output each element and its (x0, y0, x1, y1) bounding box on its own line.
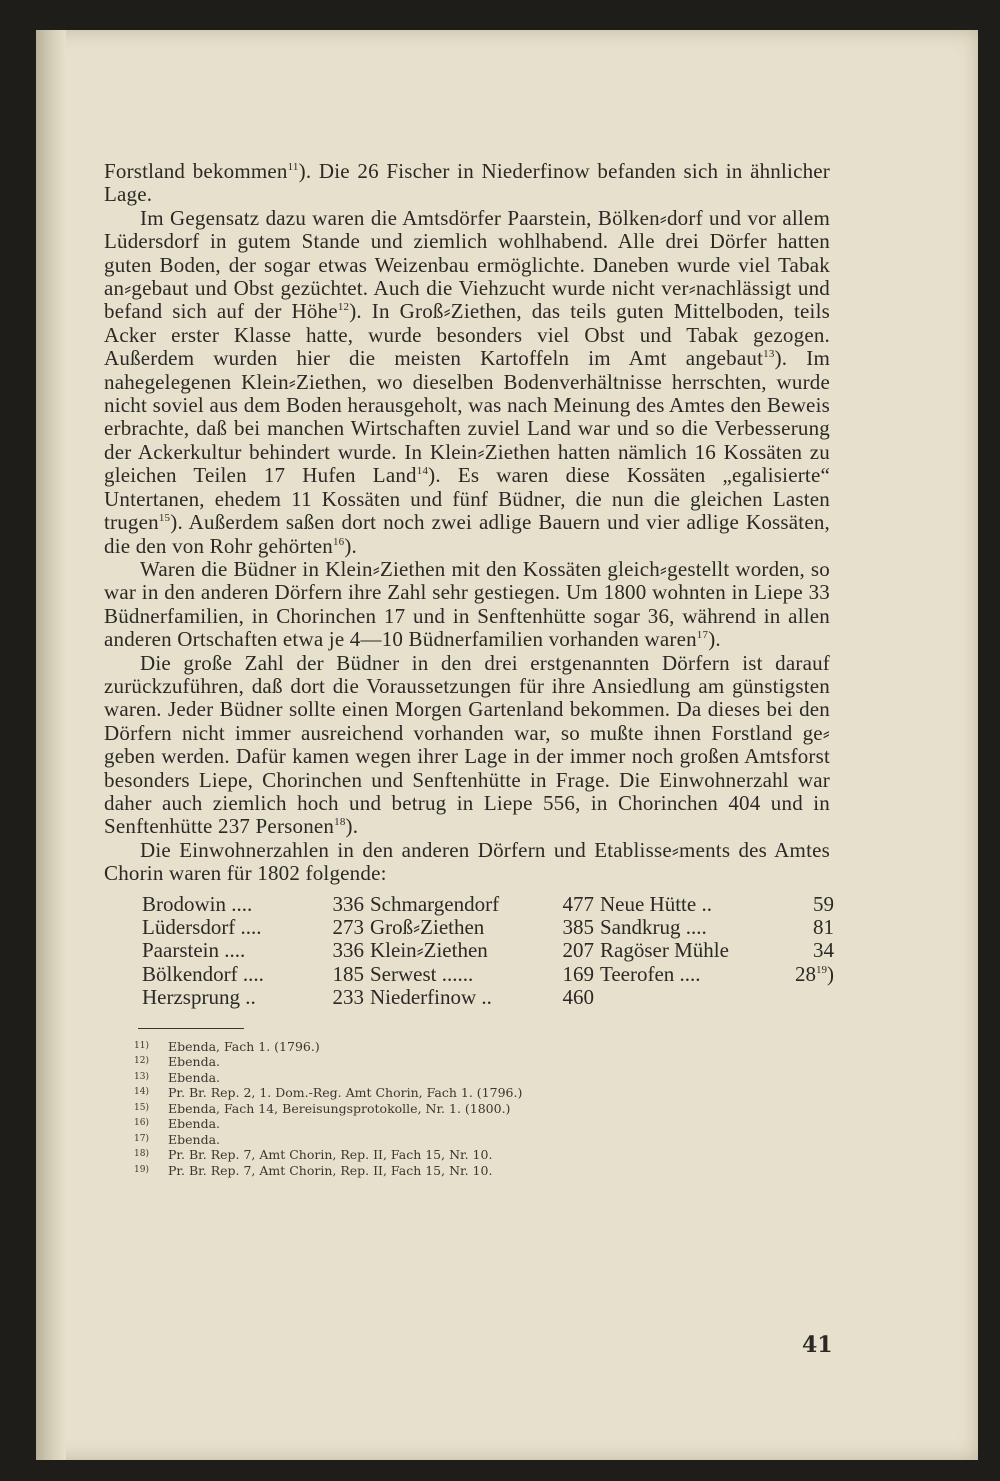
population-row (370, 916, 600, 939)
footnote-reference: 12 (337, 301, 350, 314)
page-number: 41 (802, 1332, 833, 1358)
population-row (142, 916, 370, 939)
place-name: Paarstein .... (142, 938, 246, 963)
population-value: 336 (332, 891, 364, 916)
population-value: 233 (332, 985, 364, 1010)
place-name: Schmargendorf (370, 891, 500, 916)
footnote-text: Pr. Br. Rep. 7, Amt Chorin, Rep. II, Fach 15, Nr. 10. (168, 1162, 493, 1178)
footnote (134, 1147, 830, 1163)
paragraph-p2: Im Gegensatz dazu waren die Amtsdörfer Paarstein, Bölken⸗dorf und vor allem Lüdersdorf in gutem Stande und ziemlich wohlhabend. Alle drei Dörfer hatten guten Boden, der sogar etwas Weizenbau ermöglichte. Daneben wurde viel Tabak an⸗gebaut und Obst gezüchtet. Auch die Viehzucht wurde nicht ver⸗nachlässigt und befand sich auf der Höhe$^{12}$). In Groß⸗Ziethen, das teils guten Mittelboden, teils Acker erster Klasse hatte, wurde besonders viel Obst und Tabak gezogen. Außerdem wurden hier die meisten Kartoffeln im Amt angebaut$^{13}$). Im nahegelegenen Klein⸗Ziethen, wo dieselben Bodenverhältnisse herrschten, wurde nicht soviel aus dem Boden herausgeholt, was nach Meinung des Amtes den Beweis erbrachte, daß bei manchen Wirtschaften zuviel Land war und so die Verbesserung der Ackerkultur behindert wurde. In Klein⸗Ziethen hatten nämlich 16 Kossäten zu gleichen Teilen 17 Hufen Land$^{14}$). Es waren diese Kossäten „egalisierte“ Untertanen, ehedem 11 Kossäten und fünf Büdner, die nun die gleichen Lasten trugen$^{15}$). Außerdem saßen dort noch zwei adlige Bauern und vier adlige Kossäten, die den von Rohr gehörten$^{16}$). (104, 205, 830, 558)
population-column-3 (600, 893, 840, 1010)
footnote (134, 1101, 830, 1117)
footnote-text: Pr. Br. Rep. 2, 1. Dom.-Reg. Amt Chorin, Fach 1. (1796.) (168, 1085, 523, 1101)
footnote-reference: 16 (332, 535, 345, 548)
footnote-mark: 14) (134, 1087, 149, 1098)
footnote-text: Ebenda, Fach 14, Bereisungsprotokolle, Nr. 1. (1800.) (168, 1100, 511, 1116)
population-value: 460 (562, 985, 594, 1010)
population-row (370, 939, 600, 962)
footnote-reference: 17 (696, 629, 709, 642)
footnote-mark: 17) (134, 1133, 149, 1144)
footnote-mark: 18) (134, 1149, 149, 1160)
footnote-text: Ebenda. (168, 1116, 221, 1132)
body-text (104, 160, 830, 886)
paragraph-p1: Forstland bekommen$^{11}$). Die 26 Fischer in Niederfinow befanden sich in ähnlicher Lage. (104, 159, 831, 207)
footnote-text: Ebenda. (168, 1131, 221, 1147)
population-value: 81 (813, 915, 834, 939)
place-name: Teerofen .... (600, 961, 701, 986)
place-name: Serwest ...... (370, 961, 474, 986)
footnote-reference: 14 (416, 465, 429, 478)
paragraph-p4: Die große Zahl der Büdner in den drei erstgenannten Dörfern ist darauf zurückzuführen, daß dort die Voraussetzungen für ihre Ansiedlung am günstigsten waren. Jeder Büdner sollte einen Morgen Gartenland bekommen. Da dieses bei den Dörfern nicht immer ausreichend vorhanden war, so mußte ihnen Forstland ge⸗geben werden. Dafür kamen wegen ihrer Lage in der immer noch großen Amtsforst besonders Liepe, Chorinchen und Senftenhütte in Frage. Die Einwohnerzahl war daher auch ziemlich hoch und betrug in Liepe 556, in Chorinchen 404 und in Senftenhütte 237 Personen$^{18}$). (104, 650, 830, 839)
footnote-mark: 15) (134, 1102, 149, 1113)
population-column-2 (370, 893, 600, 1010)
footnote (134, 1039, 830, 1055)
population-value: 34 (813, 938, 834, 963)
place-name: Neue Hütte .. (600, 891, 712, 916)
population-row (142, 986, 370, 1009)
footnote-separator (138, 1028, 244, 1029)
footnote-mark: 11) (134, 1040, 149, 1051)
population-value: 385 (562, 915, 594, 939)
place-name: Sandkrug .... (600, 915, 707, 939)
population-row (600, 939, 840, 962)
footnote-text: Ebenda. (168, 1069, 221, 1085)
footnote-reference: 15 (158, 512, 171, 525)
footnote-mark: 12) (134, 1056, 149, 1067)
paragraph-p3: Waren die Büdner in Klein⸗Ziethen mit den Kossäten gleich⸗gestellt worden, so war in den anderen Dörfern ihre Zahl sehr gestiegen. Um 1800 wohnten in Liepe 33 Büdnerfamilien, in Chorinchen 17 und in Senftenhütte sogar 36, während in allen anderen Ortschaften etwa je 4—10 Büdnerfamilien vorhanden waren$^{17}$). (104, 556, 830, 652)
population-value: 273 (332, 915, 364, 939)
population-value: $28^{19}$) (795, 961, 834, 986)
book-spine-shadow (36, 30, 66, 1460)
population-table (142, 891, 834, 1010)
population-value: 169 (562, 961, 594, 986)
footnote-reference: 18 (334, 816, 346, 829)
population-row (142, 939, 370, 962)
footnote-mark: 13) (134, 1071, 149, 1082)
footnote (134, 1132, 830, 1148)
population-value: 185 (332, 961, 364, 986)
population-value: 477 (562, 891, 594, 916)
footnote-text: Ebenda. (168, 1054, 221, 1070)
population-value: 59 (813, 891, 834, 916)
population-column-1 (142, 893, 370, 1010)
place-name: Klein⸗Ziethen (370, 938, 488, 963)
place-name: Bölkendorf .... (142, 961, 264, 986)
population-row (370, 963, 600, 986)
footnote-reference: 13 (763, 348, 775, 361)
place-name: Groß⸗Ziethen (370, 915, 485, 939)
place-name: Brodowin .... (142, 891, 253, 916)
footnote (134, 1163, 830, 1179)
population-row (370, 893, 600, 916)
footnote-text: Pr. Br. Rep. 7, Amt Chorin, Rep. II, Fach 15, Nr. 10. (168, 1147, 493, 1163)
footnote (134, 1085, 830, 1101)
paragraph-p5: Die Einwohnerzahlen in den anderen Dörfern und Etablisse⸗ments des Amtes Chorin waren für 1802 folgende: (104, 837, 830, 886)
footnote (134, 1116, 830, 1132)
population-row (142, 893, 370, 916)
population-row (370, 986, 600, 1009)
population-value: 336 (332, 938, 364, 963)
population-row (600, 893, 840, 916)
footnote-mark: 19) (134, 1164, 149, 1175)
footnote-mark: 16) (134, 1118, 149, 1129)
footnote-reference: 11 (287, 161, 299, 173)
population-row (600, 916, 840, 939)
footnote-text: Ebenda, Fach 1. (1796.) (168, 1038, 320, 1054)
place-name: Herzsprung .. (142, 985, 256, 1010)
population-row (142, 963, 370, 986)
place-name: Niederfinow .. (370, 985, 492, 1010)
place-name: Lüdersdorf .... (142, 915, 262, 939)
footnote (134, 1054, 830, 1070)
population-row (600, 963, 840, 986)
population-value: 207 (562, 938, 594, 963)
place-name: Ragöser Mühle (600, 938, 729, 963)
footnote-reference: 19 (816, 963, 827, 976)
page-content (104, 159, 834, 1178)
footnote (134, 1070, 830, 1086)
footnotes (134, 1039, 830, 1179)
